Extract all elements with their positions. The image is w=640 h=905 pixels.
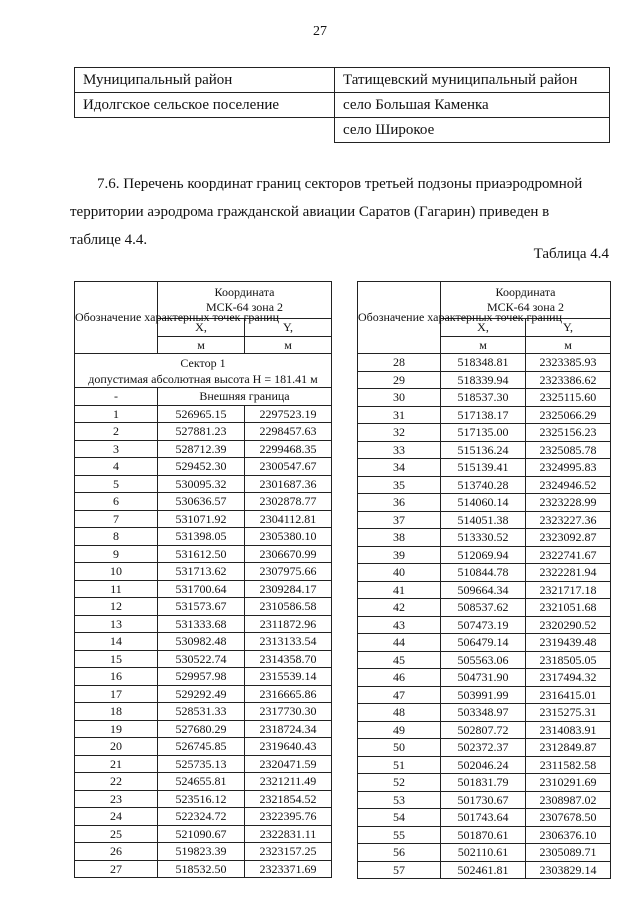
y-coordinate-cell: 2323227.36 [526, 511, 611, 529]
x-coordinate-cell: 506479.14 [441, 634, 526, 652]
y-coordinate-cell: 2323157.25 [245, 843, 332, 861]
x-coordinate-cell: 531713.62 [158, 563, 245, 581]
table-row [358, 494, 611, 512]
table-row [75, 528, 332, 546]
section-paragraph [70, 170, 609, 254]
page-number: 27 [313, 24, 327, 39]
table-row [75, 650, 332, 668]
y-coordinate-cell: 2315275.31 [526, 704, 611, 722]
table-row [358, 599, 611, 617]
table-row [75, 808, 332, 826]
table-row [358, 686, 611, 704]
point-number-cell: 26 [75, 843, 158, 861]
x-coordinate-cell: 531573.67 [158, 598, 245, 616]
table-row [75, 458, 332, 476]
y-coordinate-cell: 2321717.18 [526, 581, 611, 599]
designation-header-text: Обозначение характерных точек границ [75, 310, 280, 324]
y-coordinate-cell: 2310586.58 [245, 598, 332, 616]
table-row [75, 773, 332, 791]
empty-cell [75, 118, 335, 143]
header-row [358, 282, 611, 319]
system-label: МСК-64 зона 2 [205, 300, 284, 314]
point-number-cell: 37 [358, 511, 441, 529]
table-row [75, 405, 332, 423]
point-number-cell: 39 [358, 546, 441, 564]
point-number-cell: 3 [75, 440, 158, 458]
point-number-cell: 38 [358, 529, 441, 547]
header-row [75, 282, 332, 319]
y-coordinate-cell: 2324995.83 [526, 459, 611, 477]
point-number-cell: 55 [358, 826, 441, 844]
y-coordinate-cell: 2321051.68 [526, 599, 611, 617]
x-coordinate-cell: 502372.37 [441, 739, 526, 757]
y-coordinate-cell: 2309284.17 [245, 580, 332, 598]
table-row [358, 441, 611, 459]
point-number-cell: 45 [358, 651, 441, 669]
x-coordinate-cell: 508537.62 [441, 599, 526, 617]
y-coordinate-cell: 2319439.48 [526, 634, 611, 652]
table-row [75, 825, 332, 843]
point-number-cell: 11 [75, 580, 158, 598]
point-number-cell: 1 [75, 405, 158, 423]
y-coordinate-cell: 2322831.11 [245, 825, 332, 843]
x-coordinate-cell: 503991.99 [441, 686, 526, 704]
x-coordinate-cell: 502110.61 [441, 844, 526, 862]
point-number-cell: 44 [358, 634, 441, 652]
table-row [358, 774, 611, 792]
x-coordinate-cell: 504731.90 [441, 669, 526, 687]
y-coordinate-cell: 2308987.02 [526, 791, 611, 809]
y-header: Y, [526, 319, 611, 337]
y-coordinate-cell: 2322741.67 [526, 546, 611, 564]
y-coordinate-cell: 2325085.78 [526, 441, 611, 459]
y-coordinate-cell: 2323371.69 [245, 860, 332, 878]
boundary-row [75, 388, 332, 406]
point-number-cell: 32 [358, 424, 441, 442]
x-coordinate-cell: 510844.78 [441, 564, 526, 582]
y-coordinate-cell: 2298457.63 [245, 423, 332, 441]
x-coordinate-cell: 502807.72 [441, 721, 526, 739]
point-number-cell: 43 [358, 616, 441, 634]
point-number-cell: 36 [358, 494, 441, 512]
paragraph-line: территории аэродрома гражданской авиации Саратов (Гагарин) приведен в [70, 204, 550, 220]
point-number-cell: 24 [75, 808, 158, 826]
boundary-label: Внешняя граница [158, 388, 332, 406]
table-row [358, 826, 611, 844]
table-row [358, 564, 611, 582]
table-row [75, 118, 610, 143]
point-number-cell: 34 [358, 459, 441, 477]
x-coordinate-cell: 501730.67 [441, 791, 526, 809]
coordinates-table-right [357, 281, 611, 879]
table-row [75, 703, 332, 721]
point-number-cell: 4 [75, 458, 158, 476]
x-coordinate-cell: 503348.97 [441, 704, 526, 722]
table-row [75, 668, 332, 686]
x-coordinate-cell: 513740.28 [441, 476, 526, 494]
table-row [358, 739, 611, 757]
y-coordinate-cell: 2318724.34 [245, 720, 332, 738]
y-coordinate-cell: 2323092.87 [526, 529, 611, 547]
table-row [75, 843, 332, 861]
sector-row [75, 354, 332, 388]
table-row [75, 545, 332, 563]
y-coordinate-cell: 2311582.58 [526, 756, 611, 774]
x-coordinate-cell: 527680.29 [158, 720, 245, 738]
y-coordinate-cell: 2318505.05 [526, 651, 611, 669]
x-coordinate-cell: 525735.13 [158, 755, 245, 773]
sector-height: допустимая абсолютная высота H = 181.41 м [88, 371, 318, 386]
coordinate-label: Координата [495, 285, 556, 299]
y-coordinate-cell: 2305089.71 [526, 844, 611, 862]
x-coordinate-cell: 514060.14 [441, 494, 526, 512]
point-number-cell: 31 [358, 406, 441, 424]
table-row [358, 791, 611, 809]
x-coordinate-cell: 531398.05 [158, 528, 245, 546]
table-row [358, 809, 611, 827]
municipal-table [74, 67, 610, 143]
x-unit: м [158, 336, 245, 354]
boundary-dash: - [75, 388, 158, 406]
table-row [75, 633, 332, 651]
x-coordinate-cell: 515139.41 [441, 459, 526, 477]
table-row [75, 563, 332, 581]
y-coordinate-cell: 2325066.29 [526, 406, 611, 424]
x-coordinate-cell: 530982.48 [158, 633, 245, 651]
y-coordinate-cell: 2303829.14 [526, 861, 611, 879]
table-row [75, 475, 332, 493]
y-coordinate-cell: 2325156.23 [526, 424, 611, 442]
point-number-cell: 50 [358, 739, 441, 757]
x-coordinate-cell: 501870.61 [441, 826, 526, 844]
y-coordinate-cell: 2321854.52 [245, 790, 332, 808]
table-row [75, 510, 332, 528]
point-number-cell: 6 [75, 493, 158, 511]
y-coordinate-cell: 2300547.67 [245, 458, 332, 476]
y-coordinate-cell: 2316665.86 [245, 685, 332, 703]
point-number-cell: 46 [358, 669, 441, 687]
x-coordinate-cell: 530095.32 [158, 475, 245, 493]
y-coordinate-cell: 2316415.01 [526, 686, 611, 704]
table-row [358, 529, 611, 547]
x-coordinate-cell: 530636.57 [158, 493, 245, 511]
x-header: X, [158, 319, 245, 337]
x-coordinate-cell: 530522.74 [158, 650, 245, 668]
table-row [358, 546, 611, 564]
point-number-cell: 13 [75, 615, 158, 633]
table-row [358, 581, 611, 599]
table-row [75, 720, 332, 738]
point-number-cell: 14 [75, 633, 158, 651]
x-coordinate-cell: 518348.81 [441, 354, 526, 372]
table-row [75, 598, 332, 616]
table-row [75, 685, 332, 703]
x-coordinate-cell: 517135.00 [441, 424, 526, 442]
table-row [75, 615, 332, 633]
point-number-cell: 57 [358, 861, 441, 879]
y-coordinate-cell: 2307975.66 [245, 563, 332, 581]
point-number-cell: 30 [358, 389, 441, 407]
y-unit: м [245, 336, 332, 354]
table-row [358, 406, 611, 424]
x-coordinate-cell: 529452.30 [158, 458, 245, 476]
settlement-cell: Идолгское сельское поселение [75, 93, 335, 118]
paragraph-line: таблице 4.4. [70, 232, 148, 248]
point-number-cell: 9 [75, 545, 158, 563]
point-number-cell: 53 [358, 791, 441, 809]
coordinate-label: Координата [214, 285, 275, 299]
table-row [75, 423, 332, 441]
point-number-cell: 10 [75, 563, 158, 581]
x-coordinate-cell: 501743.64 [441, 809, 526, 827]
x-coordinate-cell: 531612.50 [158, 545, 245, 563]
table-row [75, 493, 332, 511]
table-row [358, 704, 611, 722]
y-coordinate-cell: 2323228.99 [526, 494, 611, 512]
y-coordinate-cell: 2306376.10 [526, 826, 611, 844]
table-row [358, 861, 611, 879]
table-row [358, 669, 611, 687]
x-coordinate-cell: 505563.06 [441, 651, 526, 669]
point-number-cell: 19 [75, 720, 158, 738]
y-coordinate-cell: 2307678.50 [526, 809, 611, 827]
y-coordinate-cell: 2305380.10 [245, 528, 332, 546]
point-number-cell: 41 [358, 581, 441, 599]
point-number-cell: 18 [75, 703, 158, 721]
x-coordinate-cell: 531071.92 [158, 510, 245, 528]
designation-header-text: Обозначение характерных точек границ [358, 310, 563, 324]
point-number-cell: 5 [75, 475, 158, 493]
system-label: МСК-64 зона 2 [486, 300, 565, 314]
point-number-cell: 35 [358, 476, 441, 494]
x-coordinate-cell: 519823.39 [158, 843, 245, 861]
table-row [75, 755, 332, 773]
point-number-cell: 48 [358, 704, 441, 722]
y-coordinate-cell: 2317730.30 [245, 703, 332, 721]
y-coordinate-cell: 2323385.93 [526, 354, 611, 372]
point-number-cell: 28 [358, 354, 441, 372]
x-coordinate-cell: 529292.49 [158, 685, 245, 703]
y-header: Y, [245, 319, 332, 337]
point-number-cell: 21 [75, 755, 158, 773]
y-coordinate-cell: 2317494.32 [526, 669, 611, 687]
table-row [358, 459, 611, 477]
point-number-cell: 49 [358, 721, 441, 739]
y-coordinate-cell: 2323386.62 [526, 371, 611, 389]
y-unit: м [526, 336, 611, 354]
x-coordinate-cell: 518339.94 [441, 371, 526, 389]
y-coordinate-cell: 2302878.77 [245, 493, 332, 511]
y-coordinate-cell: 2321211.49 [245, 773, 332, 791]
point-number-cell: 54 [358, 809, 441, 827]
header-right-cell: Татищевский муниципальный район [335, 68, 610, 93]
x-unit: м [441, 336, 526, 354]
y-coordinate-cell: 2299468.35 [245, 440, 332, 458]
table-row [358, 634, 611, 652]
point-number-cell: 7 [75, 510, 158, 528]
table-row [358, 616, 611, 634]
x-coordinate-cell: 502046.24 [441, 756, 526, 774]
y-coordinate-cell: 2297523.19 [245, 405, 332, 423]
point-number-cell: 27 [75, 860, 158, 878]
x-coordinate-cell: 507473.19 [441, 616, 526, 634]
y-coordinate-cell: 2315539.14 [245, 668, 332, 686]
y-coordinate-cell: 2312849.87 [526, 739, 611, 757]
point-number-cell: 56 [358, 844, 441, 862]
table-row [358, 651, 611, 669]
y-coordinate-cell: 2324946.52 [526, 476, 611, 494]
x-header: X, [441, 319, 526, 337]
table-row [75, 440, 332, 458]
header-left-cell: Муниципальный район [75, 68, 335, 93]
table-row [75, 68, 610, 93]
y-coordinate-cell: 2306670.99 [245, 545, 332, 563]
y-coordinate-cell: 2319640.43 [245, 738, 332, 756]
table-row [358, 389, 611, 407]
point-number-cell: 12 [75, 598, 158, 616]
table-row [358, 721, 611, 739]
table-row [75, 860, 332, 878]
y-coordinate-cell: 2320290.52 [526, 616, 611, 634]
x-coordinate-cell: 523516.12 [158, 790, 245, 808]
x-coordinate-cell: 517138.17 [441, 406, 526, 424]
x-coordinate-cell: 502461.81 [441, 861, 526, 879]
table-row [358, 371, 611, 389]
y-coordinate-cell: 2314083.91 [526, 721, 611, 739]
x-coordinate-cell: 528531.33 [158, 703, 245, 721]
y-coordinate-cell: 2304112.81 [245, 510, 332, 528]
point-number-cell: 29 [358, 371, 441, 389]
x-coordinate-cell: 527881.23 [158, 423, 245, 441]
table-row [358, 354, 611, 372]
table-row [358, 476, 611, 494]
y-coordinate-cell: 2314358.70 [245, 650, 332, 668]
village-cell: село Широкое [335, 118, 610, 143]
y-coordinate-cell: 2311872.96 [245, 615, 332, 633]
point-number-cell: 42 [358, 599, 441, 617]
sector-title: Сектор 1 [180, 355, 226, 370]
table-row [358, 756, 611, 774]
x-coordinate-cell: 501831.79 [441, 774, 526, 792]
y-coordinate-cell: 2322281.94 [526, 564, 611, 582]
point-number-cell: 40 [358, 564, 441, 582]
point-number-cell: 2 [75, 423, 158, 441]
x-coordinate-cell: 526745.85 [158, 738, 245, 756]
x-coordinate-cell: 531700.64 [158, 580, 245, 598]
y-coordinate-cell: 2325115.60 [526, 389, 611, 407]
x-coordinate-cell: 528712.39 [158, 440, 245, 458]
x-coordinate-cell: 514051.38 [441, 511, 526, 529]
x-coordinate-cell: 531333.68 [158, 615, 245, 633]
point-number-cell: 52 [358, 774, 441, 792]
x-coordinate-cell: 512069.94 [441, 546, 526, 564]
village-cell: село Большая Каменка [335, 93, 610, 118]
table-row [75, 738, 332, 756]
table-row [358, 424, 611, 442]
x-coordinate-cell: 515136.24 [441, 441, 526, 459]
table-caption: Таблица 4.4 [533, 246, 609, 262]
point-number-cell: 23 [75, 790, 158, 808]
table-row [75, 790, 332, 808]
point-number-cell: 33 [358, 441, 441, 459]
x-coordinate-cell: 526965.15 [158, 405, 245, 423]
coordinates-table-left [74, 281, 332, 878]
paragraph-line: 7.6. Перечень координат границ секторов третьей подзоны приаэродромной [97, 176, 583, 192]
x-coordinate-cell: 529957.98 [158, 668, 245, 686]
y-coordinate-cell: 2313133.54 [245, 633, 332, 651]
table-row [75, 580, 332, 598]
point-number-cell: 16 [75, 668, 158, 686]
y-coordinate-cell: 2310291.69 [526, 774, 611, 792]
table-row [75, 93, 610, 118]
sector-cell [75, 354, 332, 388]
point-number-cell: 22 [75, 773, 158, 791]
point-number-cell: 15 [75, 650, 158, 668]
y-coordinate-cell: 2322395.76 [245, 808, 332, 826]
y-coordinate-cell: 2301687.36 [245, 475, 332, 493]
x-coordinate-cell: 513330.52 [441, 529, 526, 547]
point-number-cell: 25 [75, 825, 158, 843]
x-coordinate-cell: 518532.50 [158, 860, 245, 878]
point-number-cell: 20 [75, 738, 158, 756]
point-number-cell: 8 [75, 528, 158, 546]
point-number-cell: 51 [358, 756, 441, 774]
point-number-cell: 47 [358, 686, 441, 704]
x-coordinate-cell: 522324.72 [158, 808, 245, 826]
x-coordinate-cell: 524655.81 [158, 773, 245, 791]
table-row [358, 844, 611, 862]
x-coordinate-cell: 518537.30 [441, 389, 526, 407]
point-number-cell: 17 [75, 685, 158, 703]
y-coordinate-cell: 2320471.59 [245, 755, 332, 773]
table-row [358, 511, 611, 529]
x-coordinate-cell: 521090.67 [158, 825, 245, 843]
x-coordinate-cell: 509664.34 [441, 581, 526, 599]
